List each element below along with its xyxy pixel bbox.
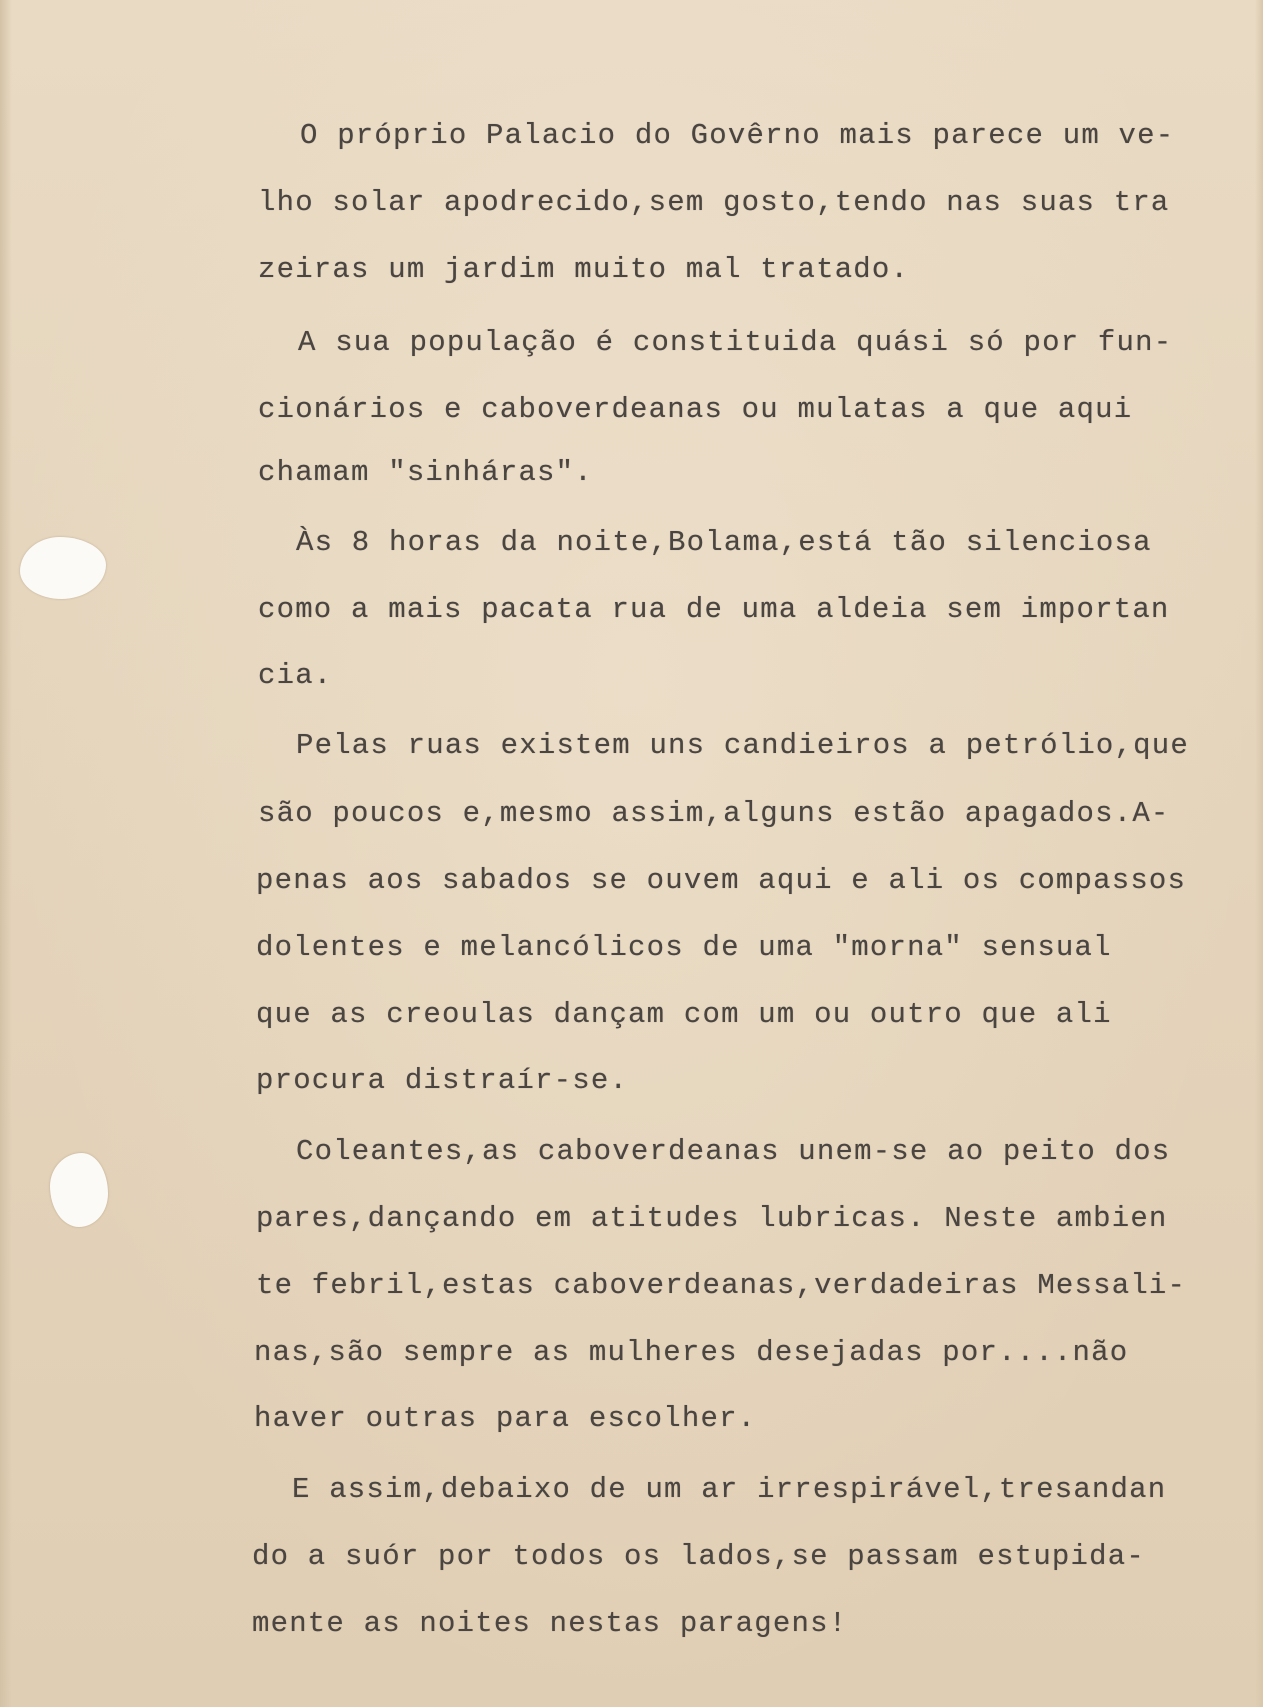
- text-line: cionários e caboverdeanas ou mulatas a que aqui: [258, 393, 1133, 426]
- text-line: Pelas ruas existem uns candieiros a petrólio,que: [296, 729, 1189, 762]
- text-line: mente as noites nestas paragens!: [252, 1607, 848, 1640]
- text-line: que as creoulas dançam com um ou outro que ali: [256, 998, 1112, 1031]
- text-line: E assim,debaixo de um ar irrespirável,tresandan: [292, 1473, 1167, 1506]
- text-line: pares,dançando em atitudes lubricas. Neste ambien: [256, 1202, 1168, 1235]
- text-line: penas aos sabados se ouvem aqui e ali os compassos: [256, 864, 1187, 897]
- text-line: são poucos e,mesmo assim,alguns estão apagados.A-: [258, 797, 1170, 830]
- text-line: dolentes e melancólicos de uma "morna" sensual: [256, 931, 1112, 964]
- text-line: A sua população é constituida quási só por fun-: [298, 326, 1173, 359]
- text-line: como a mais pacata rua de uma aldeia sem importan: [258, 593, 1170, 626]
- text-line: nas,são sempre as mulheres desejadas por....não: [254, 1336, 1129, 1369]
- text-line: zeiras um jardim muito mal tratado.: [258, 253, 910, 286]
- text-line: Às 8 horas da noite,Bolama,está tão silenciosa: [296, 526, 1152, 559]
- text-line: O próprio Palacio do Govêrno mais parece um ve-: [300, 119, 1175, 152]
- text-line: Coleantes,as caboverdeanas unem-se ao peito dos: [296, 1135, 1171, 1168]
- text-line: haver outras para escolher.: [254, 1402, 757, 1435]
- text-line: do a suór por todos os lados,se passam estupida-: [252, 1540, 1145, 1573]
- text-line: cia.: [258, 659, 333, 692]
- text-line: chamam "sinháras".: [258, 456, 593, 489]
- text-line: lho solar apodrecido,sem gosto,tendo nas suas tra: [258, 186, 1170, 219]
- text-line: te febril,estas caboverdeanas,verdadeiras Messali-: [256, 1269, 1187, 1302]
- text-line: procura distraír-se.: [256, 1064, 629, 1097]
